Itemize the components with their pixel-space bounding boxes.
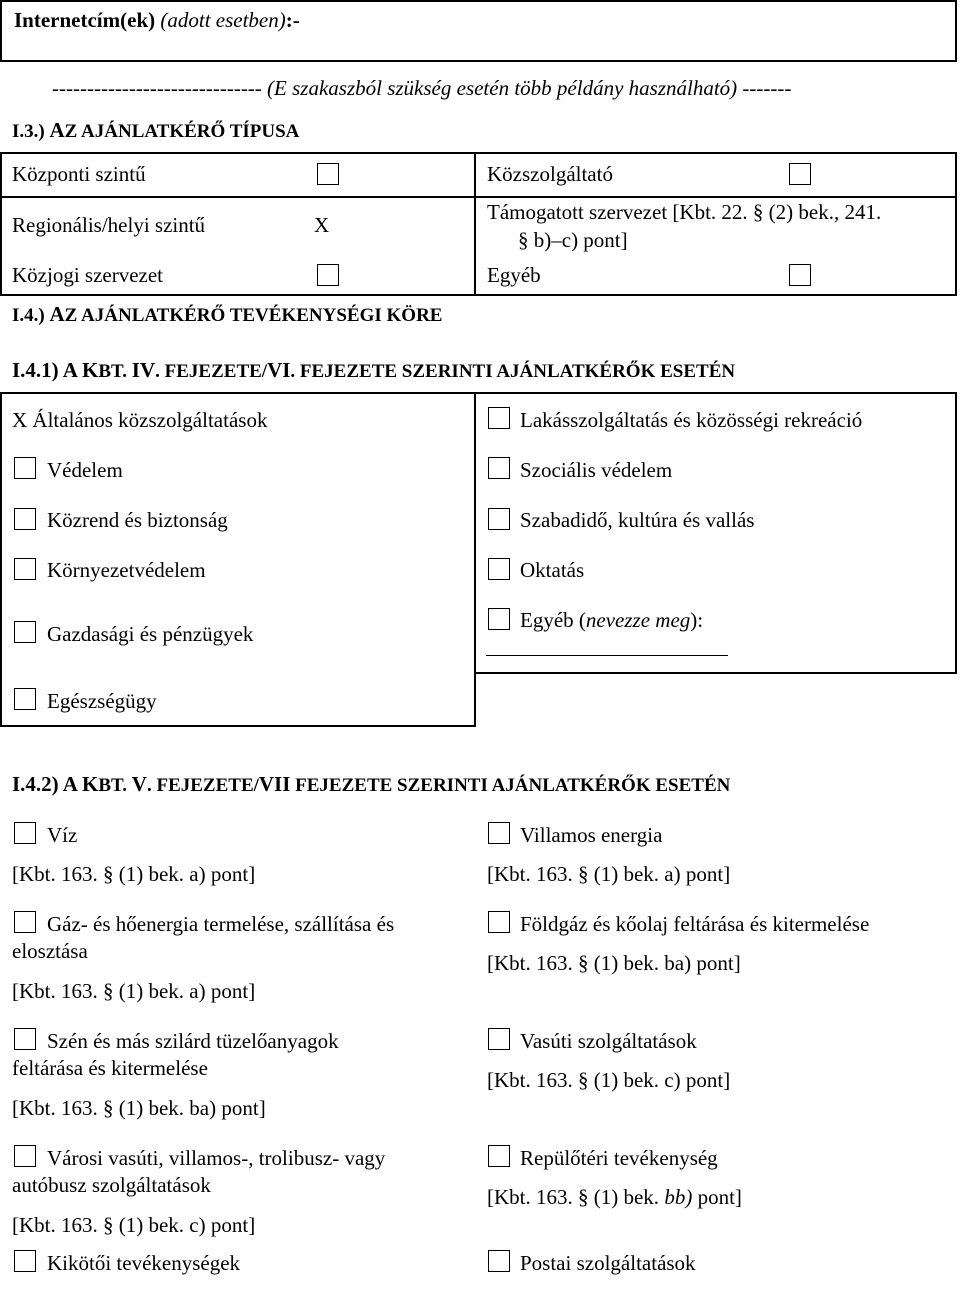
sector-gas-heat-label-2: elosztása — [12, 939, 88, 963]
type-central-checkbox[interactable] — [317, 163, 339, 185]
sector-port-label: Kikötői tevékenységek — [47, 1251, 241, 1275]
activity-public-order-checkbox[interactable] — [14, 508, 36, 530]
activity-economic-financial-checkbox[interactable] — [14, 621, 36, 643]
sector-postal-checkbox[interactable] — [488, 1250, 510, 1272]
sector-urban-transport-checkbox[interactable] — [14, 1145, 36, 1167]
section-i3-heading: I.3.) AZ AJÁNLATKÉRŐ TÍPUSA — [12, 118, 300, 142]
internet-address-box — [0, 0, 957, 62]
type-public-body-checkbox[interactable] — [317, 264, 339, 286]
activity-public-order-label: Közrend és biztonság — [47, 508, 228, 532]
sector-airport-label: Repülőtéri tevékenység — [520, 1146, 718, 1170]
section-i42-heading: I.4.2) A KBT. V. FEJEZETE/VII FEJEZETE SZERINTI AJÁNLATKÉRŐK ESETÉN — [12, 772, 731, 796]
sector-urban-transport-ref: [Kbt. 163. § (1) bek. c) pont] — [12, 1213, 256, 1237]
sector-gas-heat-ref: [Kbt. 163. § (1) bek. a) pont] — [12, 979, 256, 1003]
type-supported-org-label-line2: § b)–c) pont] — [518, 228, 628, 252]
activity-other-label: Egyéb (nevezze meg): — [520, 608, 704, 632]
sector-airport-ref: [Kbt. 163. § (1) bek. bb) pont] — [487, 1185, 742, 1209]
section-i41-heading: I.4.1) A KBT. IV. FEJEZETE/VI. FEJEZETE SZERINTI AJÁNLATKÉRŐK ESETÉN — [12, 358, 736, 382]
type-regional-label: Regionális/helyi szintű — [12, 213, 206, 237]
sector-water-label: Víz — [47, 823, 78, 847]
type-supported-org-label-line1: Támogatott szervezet [Kbt. 22. § (2) bek., 241. — [487, 200, 882, 224]
sector-railway-checkbox[interactable] — [488, 1028, 510, 1050]
type-central-label: Központi szintű — [12, 162, 146, 186]
type-public-body-label: Közjogi szervezet — [12, 263, 164, 287]
sector-oil-gas-checkbox[interactable] — [488, 911, 510, 933]
activity-education-checkbox[interactable] — [488, 558, 510, 580]
section-separator: ------------------------------ (E szakaszból szükség esetén több példány használható) ------- — [52, 76, 792, 100]
activity-defence-checkbox[interactable] — [14, 457, 36, 479]
activity-environment-label: Környezetvédelem — [47, 558, 206, 582]
activity-economic-financial-label: Gazdasági és pénzügyek — [47, 622, 254, 646]
sector-electricity-label: Villamos energia — [520, 823, 663, 847]
sector-oil-gas-ref: [Kbt. 163. § (1) bek. ba) pont] — [487, 951, 741, 975]
left-column-bottom-edge — [474, 674, 476, 727]
sector-port-checkbox[interactable] — [14, 1250, 36, 1272]
sector-water-checkbox[interactable] — [14, 822, 36, 844]
sector-gas-heat-checkbox[interactable] — [14, 911, 36, 933]
activity-social-protection-label: Szociális védelem — [520, 458, 673, 482]
sector-coal-checkbox[interactable] — [14, 1028, 36, 1050]
sector-urban-transport-label-2: autóbusz szolgáltatások — [12, 1173, 211, 1197]
sector-coal-label: Szén és más szilárd tüzelőanyagok — [47, 1029, 339, 1053]
activity-health-label: Egészségügy — [47, 689, 157, 713]
activity-general-public-services: X Általános közszolgáltatások — [12, 408, 268, 432]
activity-other-checkbox[interactable] — [488, 608, 510, 630]
type-other-checkbox[interactable] — [789, 264, 811, 286]
sector-electricity-checkbox[interactable] — [488, 822, 510, 844]
activity-housing-label: Lakásszolgáltatás és közösségi rekreáció — [520, 408, 863, 432]
section-i4-heading: I.4.) AZ AJÁNLATKÉRŐ TEVÉKENYSÉGI KÖRE — [12, 302, 443, 326]
sector-coal-label-2: feltárása és kitermelése — [12, 1056, 208, 1080]
activity-housing-checkbox[interactable] — [488, 407, 510, 429]
activity-recreation-label: Szabadidő, kultúra és vallás — [520, 508, 755, 532]
table-row-divider — [0, 196, 957, 198]
sector-gas-heat-label: Gáz- és hőenergia termelése, szállítása és — [47, 912, 395, 936]
sector-railway-ref: [Kbt. 163. § (1) bek. c) pont] — [487, 1068, 731, 1092]
activity-recreation-checkbox[interactable] — [488, 508, 510, 530]
type-public-service-label: Közszolgáltató — [487, 162, 613, 186]
sector-airport-checkbox[interactable] — [488, 1145, 510, 1167]
sector-oil-gas-label: Földgáz és kőolaj feltárása és kitermelése — [520, 912, 870, 936]
activity-education-label: Oktatás — [520, 558, 585, 582]
sector-urban-transport-label: Városi vasúti, villamos-, trolibusz- vagy — [47, 1146, 386, 1170]
internet-address-label: Internetcím(ek) (adott esetben):- — [14, 8, 300, 32]
type-regional-mark[interactable]: X — [314, 213, 330, 237]
activity-environment-checkbox[interactable] — [14, 558, 36, 580]
activity-defence-label: Védelem — [47, 458, 123, 482]
sector-railway-label: Vasúti szolgáltatások — [520, 1029, 697, 1053]
activity-social-protection-checkbox[interactable] — [488, 457, 510, 479]
activity-other-input-line[interactable] — [486, 655, 728, 656]
type-other-label: Egyéb — [487, 263, 541, 287]
activity-general-mark[interactable]: X — [12, 408, 28, 432]
type-public-service-checkbox[interactable] — [789, 163, 811, 185]
activity-health-checkbox[interactable] — [14, 688, 36, 710]
table-column-divider — [474, 152, 476, 296]
sector-electricity-ref: [Kbt. 163. § (1) bek. a) pont] — [487, 862, 731, 886]
sector-postal-label: Postai szolgáltatások — [520, 1251, 696, 1275]
sector-coal-ref: [Kbt. 163. § (1) bek. ba) pont] — [12, 1096, 266, 1120]
sector-water-ref: [Kbt. 163. § (1) bek. a) pont] — [12, 862, 256, 886]
